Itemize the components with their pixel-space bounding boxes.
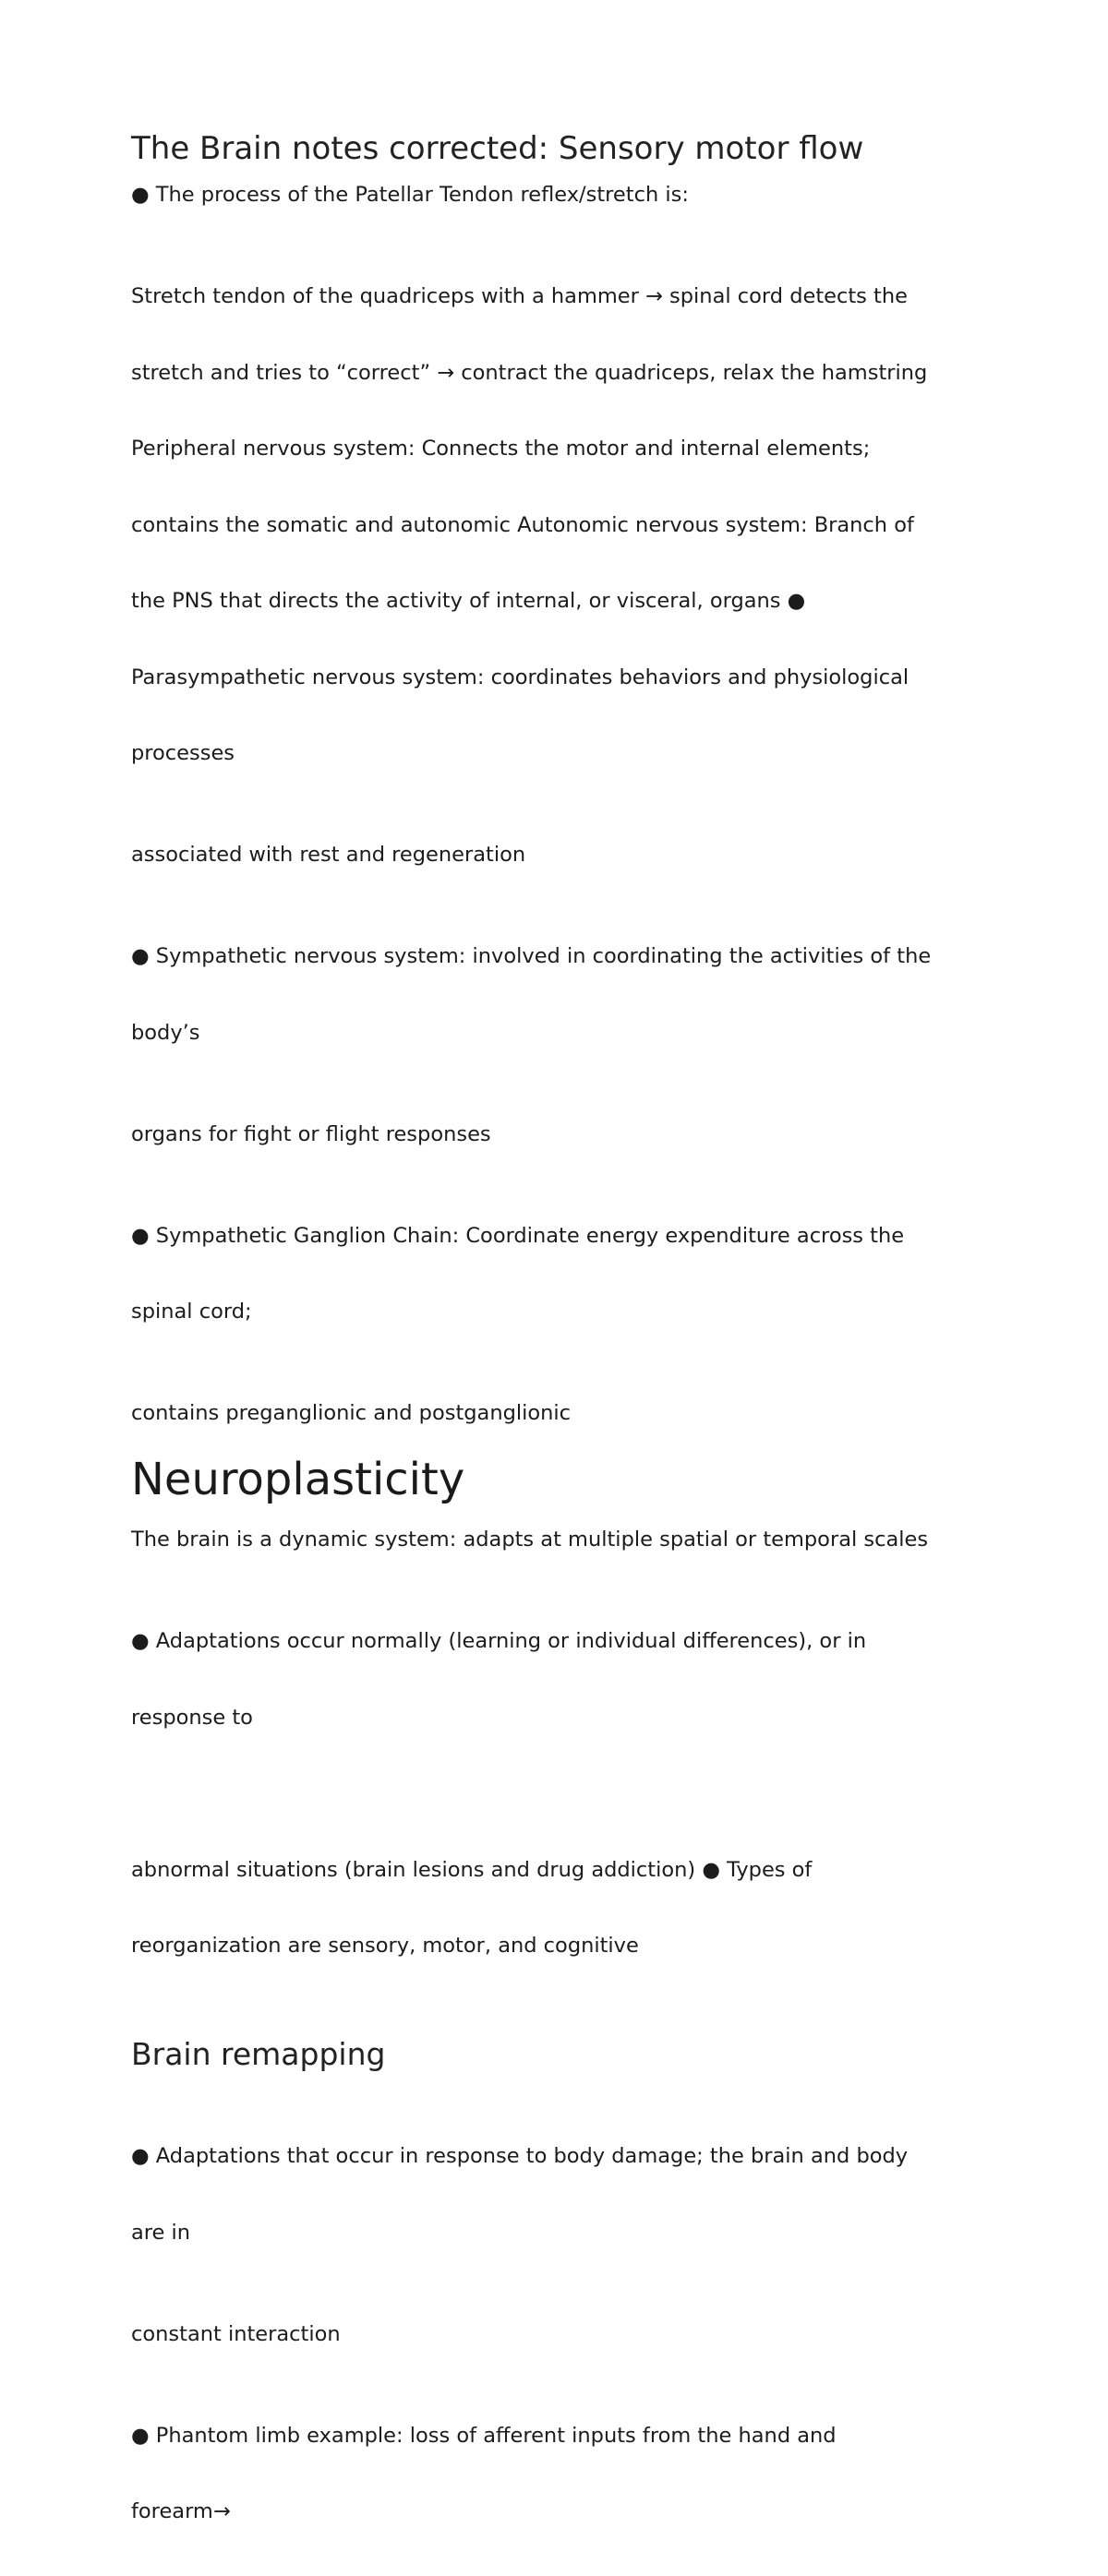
paragraph-sympathetic [131,893,981,1096]
text-line: reorganization are sensory, motor, and cognitive [131,1934,639,1958]
paragraph-phantom-limb [131,2373,981,2576]
text-line: stretch and tries to “correct” → contract the quadriceps, relax the hamstring [131,360,928,385]
text-line: are in [131,2220,191,2245]
text-line: response to [131,1705,253,1730]
text-line: body’s [131,1020,200,1045]
text-line: spinal cord; [131,1300,252,1324]
paragraph-ganglion [131,1173,981,1376]
document-body [131,127,981,2576]
paragraph-patellar-intro: ● The process of the Patellar Tendon reflex/stretch is: [131,183,689,207]
text-line: ● Sympathetic Ganglion Chain: Coordinate energy expenditure across the [131,1223,905,1248]
text-line: the PNS that directs the activity of internal, or visceral, organs ● [131,589,806,613]
text-line: processes [131,741,235,765]
text-line: ● Sympathetic nervous system: involved in coordinating the activities of the [131,944,932,968]
text-line: ● Phantom limb example: loss of afferent inputs from the hand and [131,2423,837,2448]
paragraph-adaptations [131,1578,981,1781]
paragraph-nervous-system-block [131,234,981,818]
paragraph-constant-interaction: constant interaction [131,2321,341,2346]
document-title: The Brain notes corrected: Sensory motor flow [131,130,864,167]
heading-neuroplasticity: Neuroplasticity [131,1454,465,1505]
text-line: ● Adaptations that occur in response to body damage; the brain and body [131,2144,909,2168]
text-line: ● Adaptations occur normally (learning or individual differences), or in [131,1629,867,1653]
text-line: Parasympathetic nervous system: coordinates behaviors and physiological [131,665,909,689]
paragraph-body-damage [131,2093,981,2296]
text-line: contains the somatic and autonomic Autonomic nervous system: Branch of [131,512,914,537]
paragraph-abnormal [131,1807,981,2010]
paragraph-organs: organs for fight or flight responses [131,1121,491,1146]
text-line: Peripheral nervous system: Connects the motor and internal elements; [131,437,871,461]
heading-brain-remapping: Brain remapping [131,2036,386,2072]
paragraph-dynamic-system: The brain is a dynamic system: adapts at multiple spatial or temporal scales [131,1528,929,1552]
text-line: abnormal situations (brain lesions and drug addiction) ● Types of [131,1857,813,1882]
paragraph-rest: associated with rest and regeneration [131,843,526,867]
text-line: forearm→ [131,2499,231,2523]
paragraph-preganglionic: contains preganglionic and postganglionic [131,1401,572,1425]
text-line: Stretch tendon of the quadriceps with a hammer → spinal cord detects the [131,284,908,308]
